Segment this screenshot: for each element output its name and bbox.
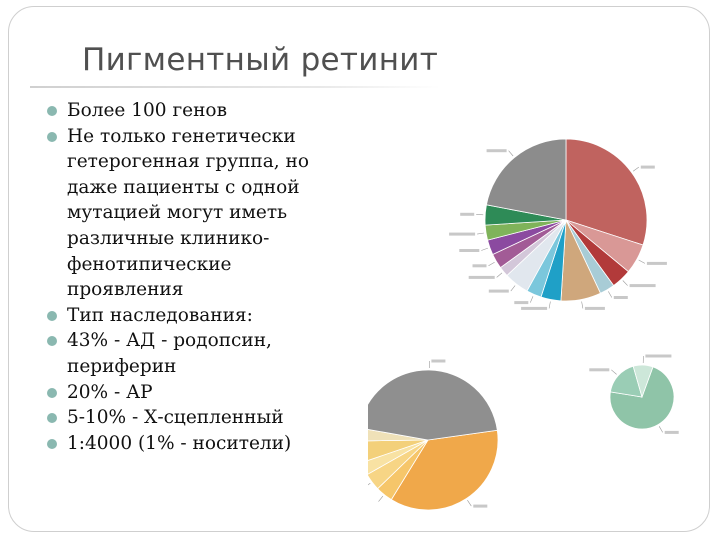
pie-b-label-placeholder xyxy=(431,360,445,363)
pie-chart-c xyxy=(610,365,674,429)
pie-a-leader-line xyxy=(509,151,513,156)
pie-a-leader-line xyxy=(623,281,628,286)
pie-a-leader-line xyxy=(633,167,639,171)
bullet-dot-icon xyxy=(47,336,57,346)
bullet-dot-icon xyxy=(47,388,57,398)
pie-a-leader-line xyxy=(549,302,550,309)
bullet-dot-icon xyxy=(47,132,57,142)
pie-c-label-placeholder xyxy=(645,355,671,358)
pie-a-label-placeholder xyxy=(521,307,547,310)
pie-a-leader-line xyxy=(497,273,502,278)
pie-a-label-placeholder xyxy=(514,301,528,304)
bullet-item: 20% - АР xyxy=(44,380,344,406)
pie-a-leader-line xyxy=(608,291,612,297)
pie-a-label-placeholder xyxy=(614,296,628,299)
gene-distribution-figure xyxy=(368,112,698,512)
pie-a-label-placeholder xyxy=(585,307,605,310)
pie-a-label-placeholder xyxy=(469,276,495,279)
pie-b-slice xyxy=(368,370,497,440)
bullet-item: 5-10% - Х-сцепленный xyxy=(44,405,344,431)
pie-a-label-placeholder xyxy=(641,166,655,169)
pie-a-label-placeholder xyxy=(473,264,487,267)
bullet-list xyxy=(44,98,344,456)
bullet-item: 1:4000 (1% - носители) xyxy=(44,431,344,457)
pie-a-leader-line xyxy=(477,233,484,234)
bullet-item: Более 100 генов xyxy=(44,98,344,124)
pie-chart-a xyxy=(485,139,647,301)
pie-a-leader-line xyxy=(489,262,495,266)
pie-c-label-placeholder xyxy=(665,431,679,434)
pie-b-leader-line xyxy=(379,496,383,502)
pie-chart-b xyxy=(368,370,498,510)
bullet-item: Не только генетически гетерогенная группа, но даже пациенты с одной мутацией могут иметь различные клинико-фенотипические проявления xyxy=(44,124,344,303)
pie-a-label-placeholder xyxy=(449,233,475,236)
pie-a-label-placeholder xyxy=(647,262,667,265)
pie-a-leader-line xyxy=(639,260,645,263)
pie-a-label-placeholder xyxy=(630,284,656,287)
pie-a-label-placeholder xyxy=(487,149,507,152)
bullet-item: Тип наследования: xyxy=(44,303,344,329)
pie-b-leader-line xyxy=(467,500,471,506)
bullet-item: 43% - АД - родопсин, периферин xyxy=(44,328,344,379)
pie-a-leader-line xyxy=(530,296,533,302)
pie-a-label-placeholder xyxy=(460,213,474,216)
title-divider xyxy=(30,86,440,88)
slide-title: Пигментный ретинит xyxy=(82,42,439,78)
pie-c-leader-line xyxy=(659,426,663,432)
pie-b-leader-line xyxy=(368,483,370,487)
bullet-dot-icon xyxy=(47,311,57,321)
pie-c-leader-line xyxy=(611,370,616,375)
pie-a-label-placeholder xyxy=(489,290,509,293)
bullet-dot-icon xyxy=(47,439,57,449)
pie-a-label-placeholder xyxy=(459,249,479,252)
pie-c-label-placeholder xyxy=(589,368,609,371)
pie-a-leader-line xyxy=(476,214,483,215)
bullet-dot-icon xyxy=(47,106,57,116)
bullet-dot-icon xyxy=(47,413,57,423)
pie-a-leader-line xyxy=(511,286,515,292)
pie-a-leader-line xyxy=(481,248,488,250)
pie-a-leader-line xyxy=(582,302,583,309)
pie-b-label-placeholder xyxy=(473,505,487,508)
